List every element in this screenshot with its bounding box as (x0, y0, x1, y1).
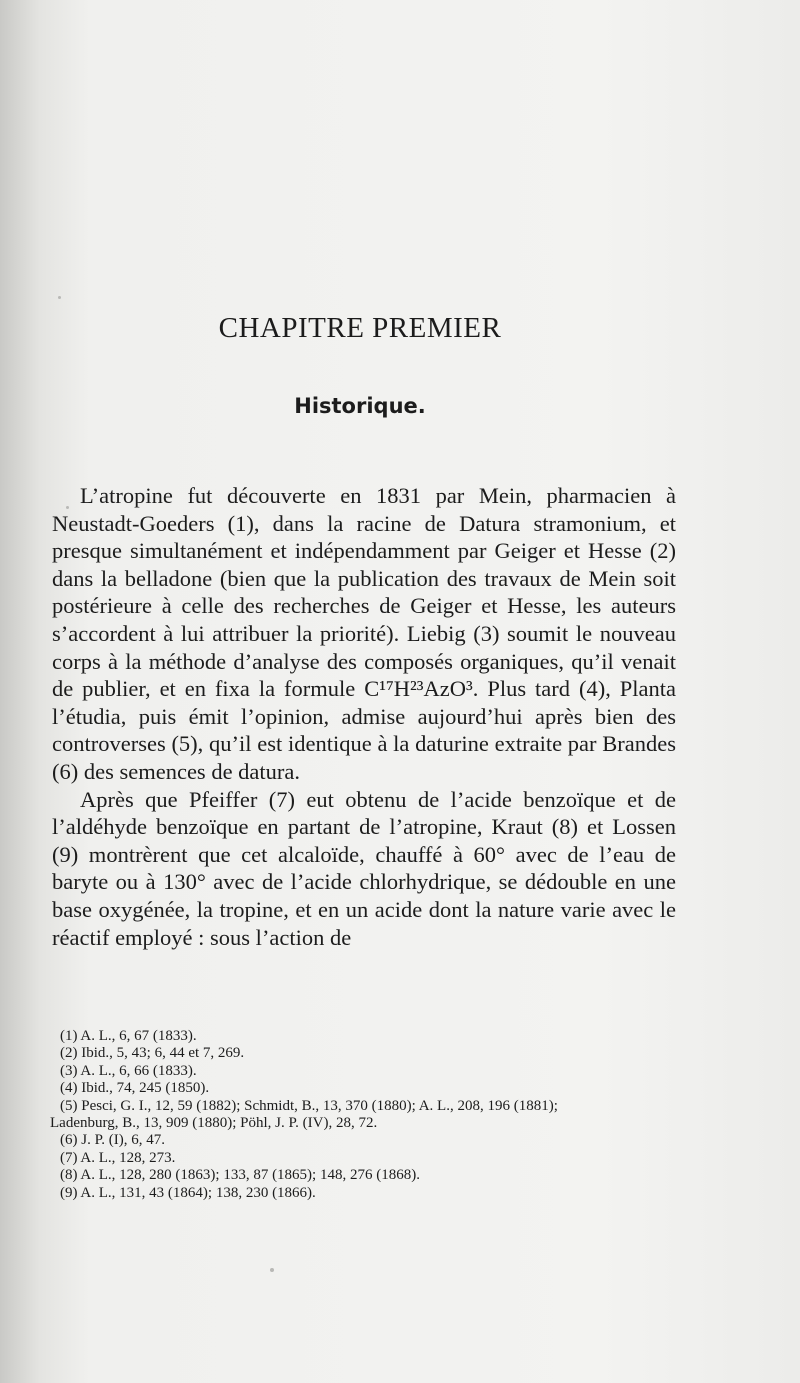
footnote-2: (2) Ibid., 5, 43; 6, 44 et 7, 269. (60, 1045, 245, 1062)
body-text (52, 482, 676, 951)
section-title: Historique. (294, 394, 426, 418)
footnote-8: (8) A. L., 128, 280 (1863); 133, 87 (1865); 148, 276 (1868). (60, 1167, 420, 1184)
footnote-5: (5) Pesci, G. I., 12, 59 (1882); Schmidt, B., 13, 370 (1880); A. L., 208, 196 (1881); (60, 1097, 558, 1114)
footnotes (50, 1028, 680, 1202)
footnote-1: (1) A. L., 6, 67 (1833). (60, 1028, 197, 1044)
footnote-6: (6) J. P. (I), 6, 47. (60, 1132, 165, 1149)
paper-speck (66, 506, 69, 509)
footnote-3: (3) A. L., 6, 66 (1833). (60, 1062, 197, 1079)
paragraph-2: Après que Pfeiffer (7) eut obtenu de l’acide benzoïque et de l’aldéhyde benzoïque en partant de l’atropine, Kraut (8) et Lossen (9) montrèrent que cet alcaloïde, chauffé à 60° avec de l’eau de baryte ou à 130° avec de l’acide chlorhydrique, se dédouble en une base oxygénée, la tropine, et en un acide dont la nature varie avec le réactif employé : sous l’action de (52, 786, 676, 950)
paragraph-1: L’atropine fut découverte en 1831 par Mein, pharmacien à Neustadt-Goeders (1), dans la racine de Datura stramonium, et presque simultanément et indépendamment par Geiger et Hesse (2) dans la belladone (bien que la publication des travaux de Mein soit postérieure à celle des recherches de Geiger et Hesse, les auteurs s’accordent à lui attribuer la priorité). Liebig (3) soumit le nouveau corps à la méthode d’analyse des composés organiques, qu’il venait de publier, et en fixa la formule C¹⁷H²³AzO³. Plus tard (4), Planta l’étudia, puis émit l’opinion, admise aujourd’hui après bien des controverses (5), qu’il est identique à la daturine extraite par Brandes (6) des semences de datura. (52, 483, 676, 784)
footnote-4: (4) Ibid., 74, 245 (1850). (60, 1080, 210, 1097)
footnote-7: (7) A. L., 128, 273. (60, 1149, 176, 1166)
paper-speck (270, 1268, 274, 1272)
paper-speck (58, 296, 61, 299)
footnote-5-continued: Ladenburg, B., 13, 909 (1880); Pöhl, J. P. (IV), 28, 72. (50, 1115, 378, 1132)
footnote-9: (9) A. L., 131, 43 (1864); 138, 230 (1866). (60, 1184, 316, 1201)
chapter-title: CHAPITRE PREMIER (218, 312, 502, 344)
